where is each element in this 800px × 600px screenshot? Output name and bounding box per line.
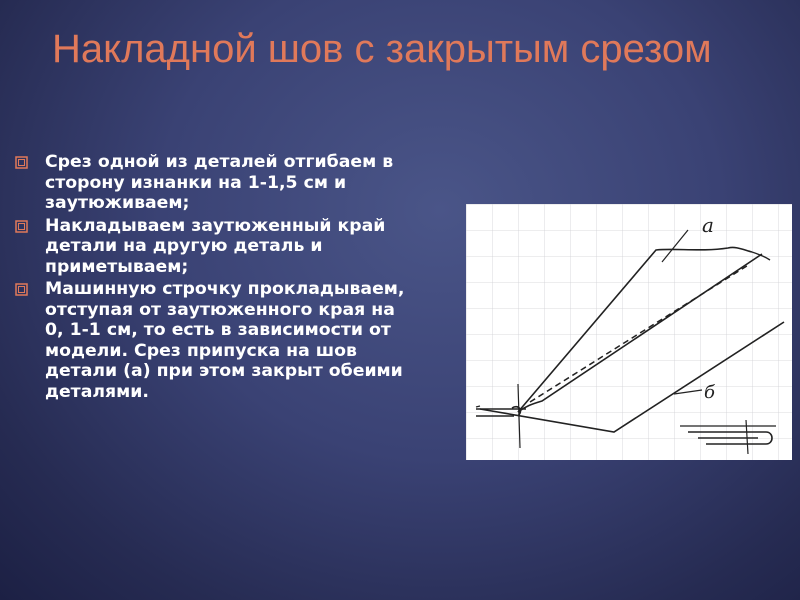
bullet-item	[14, 216, 419, 278]
bullet-text: Срез одной из деталей отгибаем в сторону изнанки на 1-1,5 см и заутюживаем;	[45, 152, 394, 213]
slide-title: Накладной шов с закрытым срезом	[52, 27, 712, 71]
bullet-item	[14, 152, 419, 214]
bullet-list	[14, 152, 419, 404]
seam-diagram	[466, 204, 792, 460]
label-a: а	[702, 213, 714, 237]
bullet-item	[14, 279, 419, 402]
hollow-square-bullet-icon	[14, 154, 30, 170]
lower-fabric-back-edge	[476, 406, 480, 407]
hollow-square-bullet-icon	[14, 218, 30, 234]
bullet-text: Машинную строчку прокладываем, отступая от заутюженного края на 0, 1-1 см, то есть в зависимости от модели. Срез припуска на шов детали (а) при этом закрыт обеими деталями.	[45, 279, 405, 402]
hollow-square-bullet-icon	[14, 281, 30, 297]
label-b: б	[704, 382, 715, 403]
bullet-text: Накладываем заутюженный край детали на другую деталь и приметываем;	[45, 215, 386, 277]
seam-diagram-drawing	[466, 204, 792, 460]
